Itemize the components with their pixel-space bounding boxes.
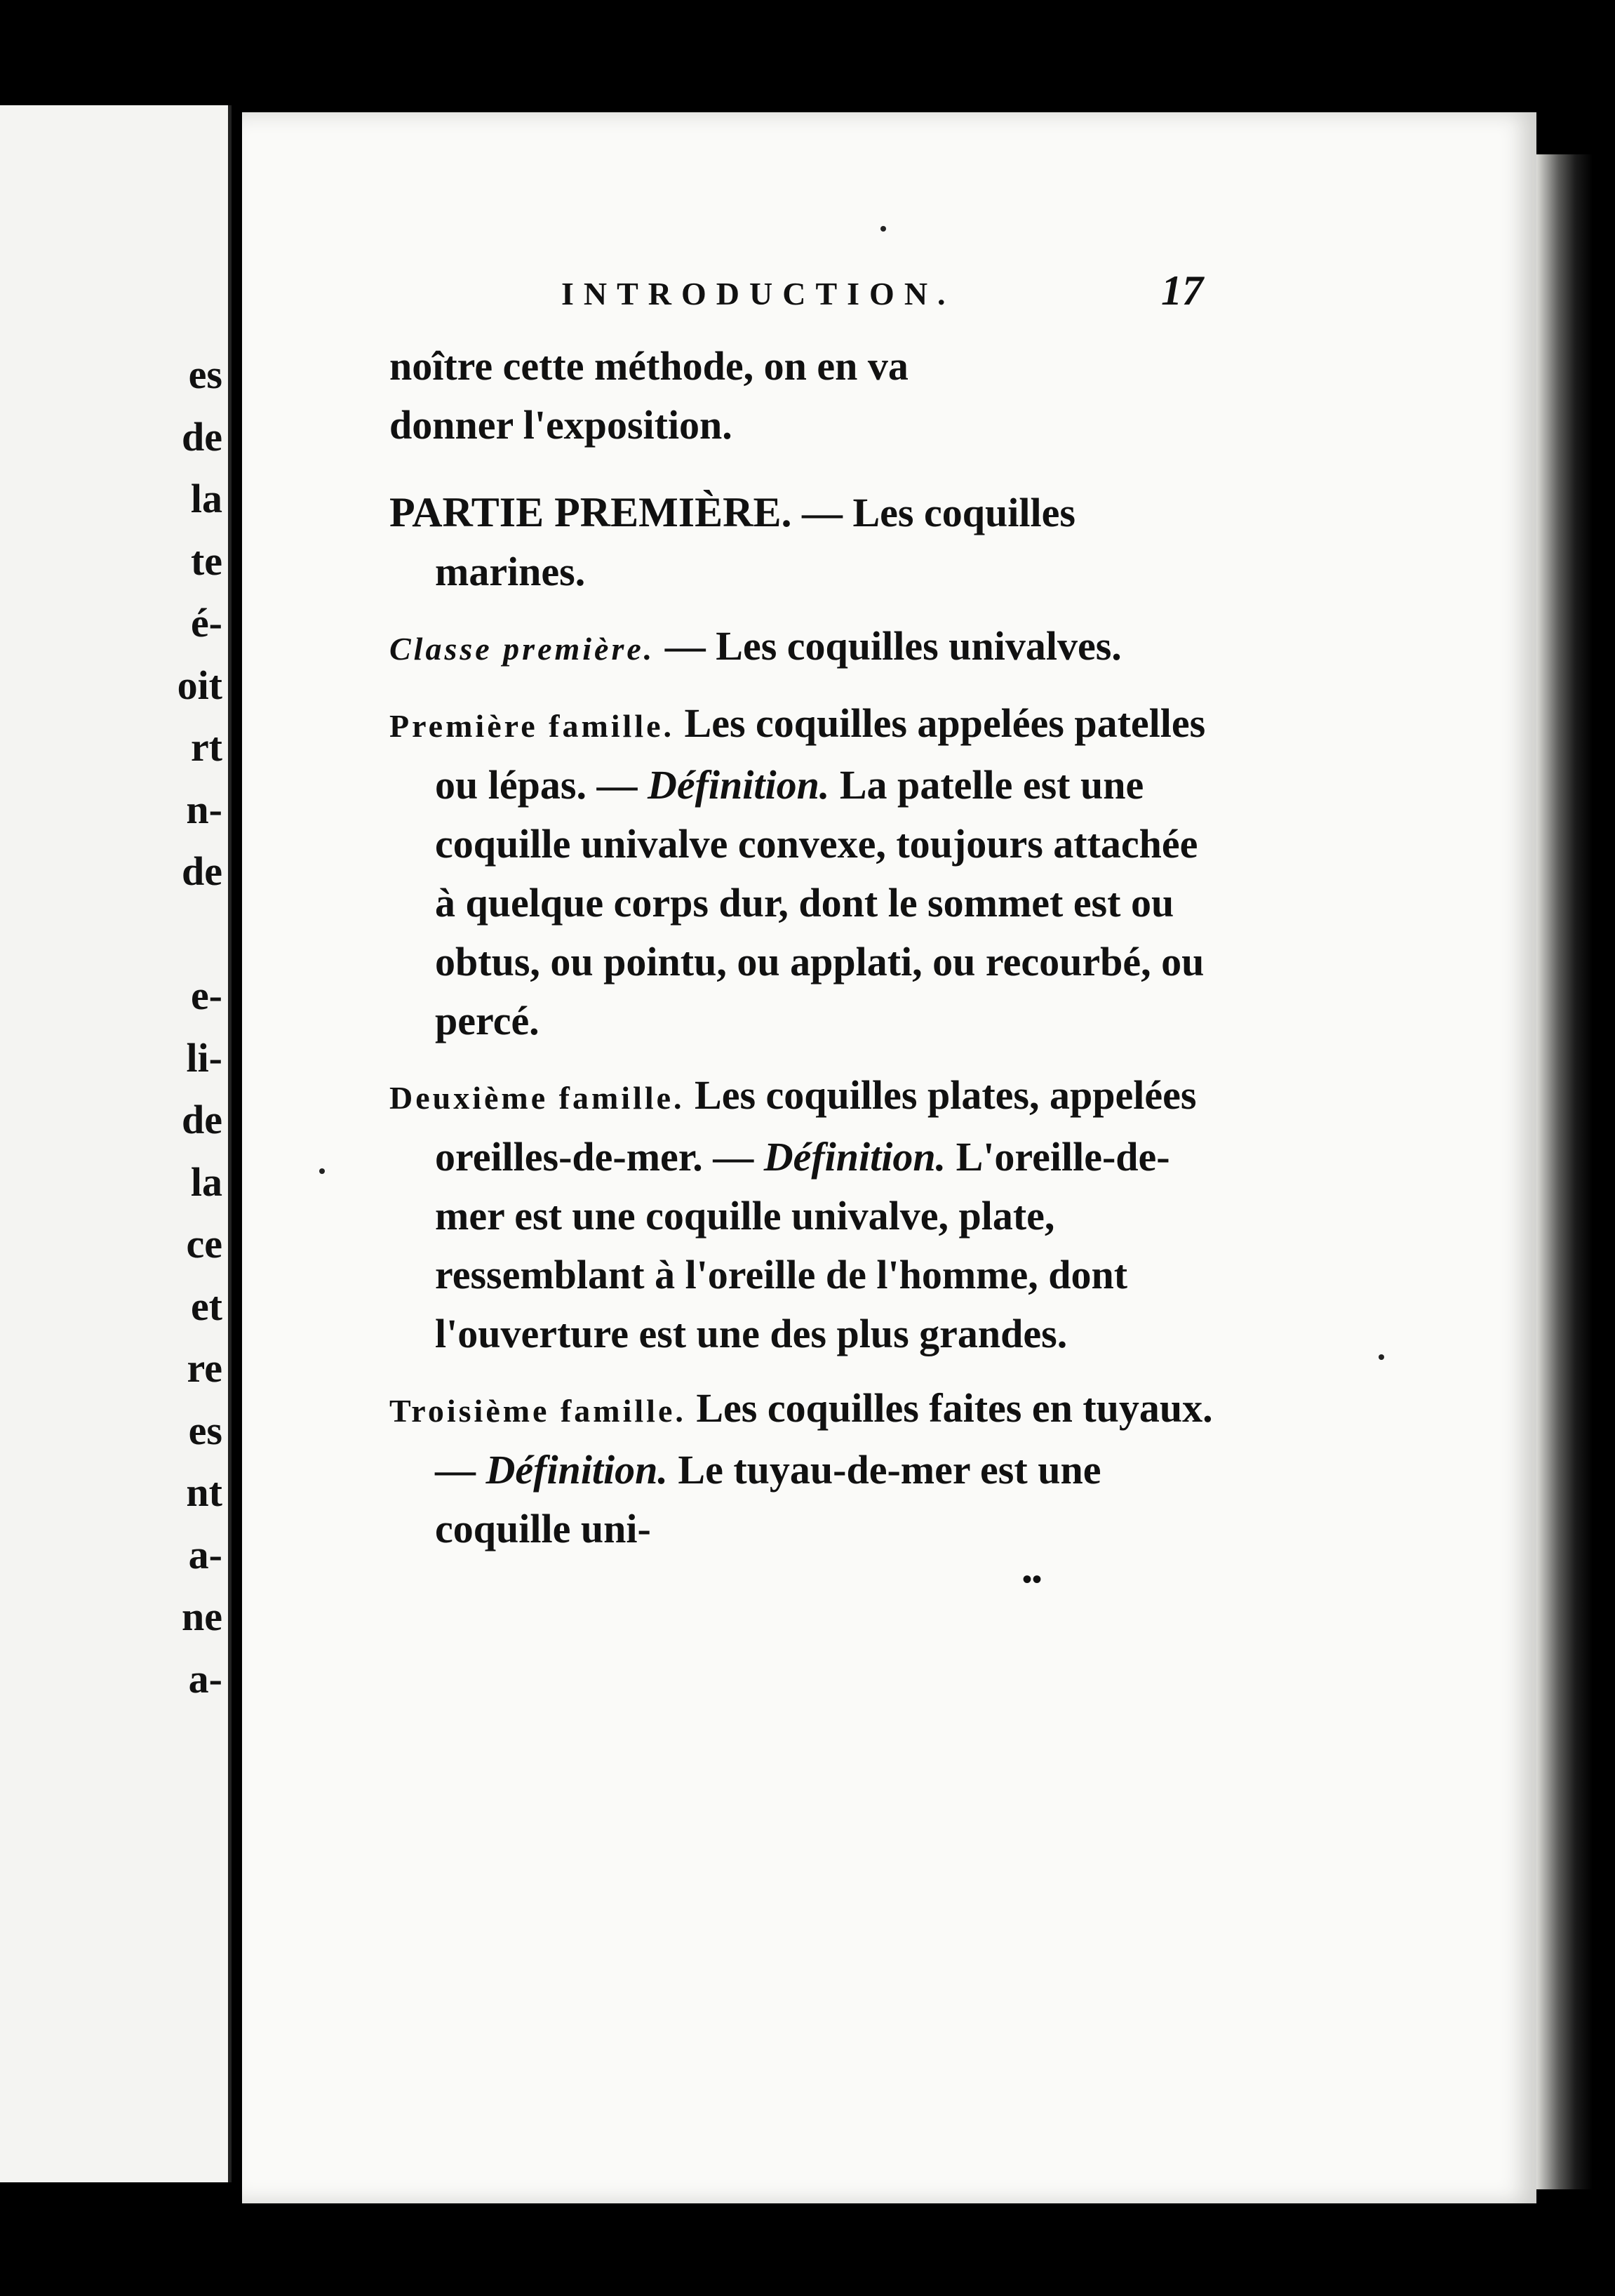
gutter-line: de xyxy=(182,413,222,460)
gutter-line: es xyxy=(188,352,222,397)
running-head xyxy=(389,267,1224,337)
part-heading-paragraph xyxy=(389,483,1224,601)
family-2-description: L'oreille-de-mer est une coquille univalve, plate, ressemblant à l'oreille de l'homme, dont l'ouverture est une des plus grandes. xyxy=(435,1134,1170,1356)
family-3-text: Les coquilles faites en tuyaux. — xyxy=(435,1385,1213,1493)
part-heading: PARTIE PREMIÈRE. xyxy=(389,489,792,535)
gutter-line: ce xyxy=(186,1221,222,1267)
gutter-line: oit xyxy=(177,662,222,708)
ink-speck xyxy=(1379,1354,1384,1360)
left-page-gutter-text xyxy=(177,344,222,1710)
family-1-label: Première famille. xyxy=(389,708,675,744)
family-2-text: Les coquilles plates, appelées oreilles-de-mer. — xyxy=(435,1072,1197,1180)
family-1-text: Les coquilles appelées patelles ou lépas. — xyxy=(435,700,1206,808)
left-page xyxy=(0,105,232,2182)
page-number: 17 xyxy=(1161,267,1203,314)
ink-speck xyxy=(880,226,886,232)
family-2-paragraph xyxy=(389,1066,1224,1363)
ink-speck xyxy=(319,1168,325,1174)
gutter-line: rt xyxy=(190,724,222,770)
page-edge xyxy=(1536,154,1593,2189)
gutter-line: te xyxy=(190,538,222,584)
gutter-line: ne xyxy=(182,1594,222,1639)
gutter-line: re xyxy=(187,1345,222,1391)
gutter-line: et xyxy=(190,1283,222,1329)
gutter-line: la xyxy=(190,1159,222,1205)
family-3-definition: Définition. xyxy=(485,1447,668,1493)
family-3-description: Le tuyau-de-mer est une coquille uni- xyxy=(435,1447,1101,1551)
family-2-label: Deuxième famille. xyxy=(389,1080,685,1116)
gutter-line: a- xyxy=(188,1531,222,1577)
class-paragraph xyxy=(389,617,1224,679)
gutter-line: li- xyxy=(186,1034,222,1081)
gutter-line: la xyxy=(190,476,222,521)
intro-line: donner l'exposition. xyxy=(389,402,732,448)
gutter-line: de xyxy=(182,1097,222,1142)
family-3-label: Troisième famille. xyxy=(389,1393,686,1429)
family-2-definition: Définition. xyxy=(763,1134,946,1180)
running-title: INTRODUCTION. xyxy=(561,276,956,312)
family-1-paragraph xyxy=(389,694,1224,1050)
gutter-line xyxy=(177,903,222,966)
page-content xyxy=(389,267,1224,1601)
family-1-definition: Définition. xyxy=(647,762,830,808)
gutter-line: es xyxy=(188,1407,222,1453)
family-1-description: La patelle est une coquille univalve convexe, toujours attachée à quelque corps dur, dont le sommet est ou obtus, ou pointu, ou applati, ou recourbé, ou percé. xyxy=(435,762,1205,1043)
class-text: — Les coquilles univalves. xyxy=(664,623,1122,669)
part-text: — Les coquilles marines. xyxy=(435,490,1075,594)
intro-line: noître cette méthode, on en va xyxy=(389,343,909,389)
gutter-line: de xyxy=(182,848,222,894)
gutter-line: e- xyxy=(190,973,222,1018)
gutter-line: a- xyxy=(188,1655,222,1702)
gutter-line: n- xyxy=(186,786,222,832)
gutter-line: é- xyxy=(190,600,222,646)
family-3-paragraph xyxy=(389,1379,1224,1559)
class-label: Classe première. xyxy=(389,631,655,667)
catchword: •• xyxy=(1021,1563,1042,1595)
gutter-line: nt xyxy=(186,1469,222,1515)
